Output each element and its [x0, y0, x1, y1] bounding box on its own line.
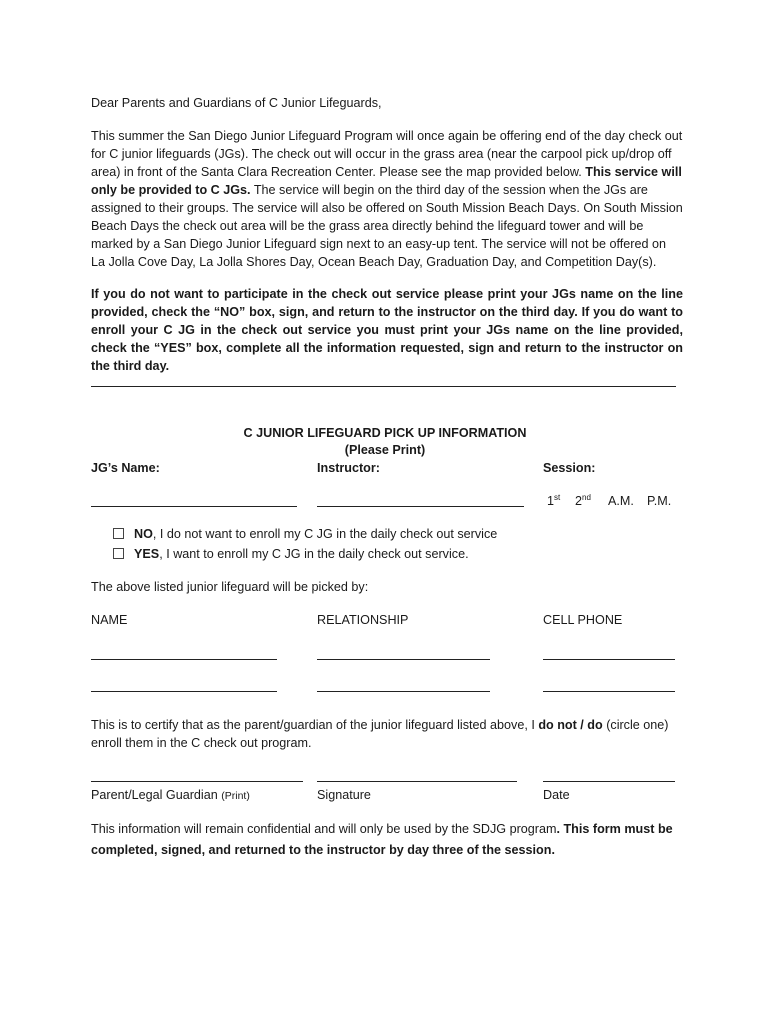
- cell-phone-column-header: CELL PHONE: [543, 613, 623, 627]
- instructor-label: Instructor:: [317, 461, 380, 475]
- jg-name-field[interactable]: [91, 506, 297, 507]
- intro-text-part1: This summer the San Diego Junior Lifeguard Program will once again be offering end of the day check out for C junior lifeguards (JGs). The check out will occur in the grass area (near the carpool pick up/drop off area) in front of the Santa Clara Recreation Center. Please see the map provided below.: [91, 129, 683, 179]
- circle-one-choice[interactable]: do not / do: [538, 718, 603, 732]
- pickup-name-field-2[interactable]: [91, 691, 277, 692]
- name-column-header: NAME: [91, 613, 128, 627]
- pickup-name-field-1[interactable]: [91, 659, 277, 660]
- instructions-paragraph: If you do not want to participate in the check out service please print your JGs name on the line provided, check the “NO” box, sign, and return to the instructor on the third day. If you do want to enroll your C JG in the check out service you must print your JGs name on the line provided, check the “YES” box, complete all the information requested, sign and return to the instructor on the third day.: [91, 287, 683, 373]
- pickup-relationship-field-2[interactable]: [317, 691, 490, 692]
- intro-text-bold: This service will only be provided to C JGs.: [91, 165, 682, 197]
- date-field[interactable]: [543, 781, 675, 782]
- signature-field[interactable]: [317, 781, 517, 782]
- session-first-option[interactable]: 1st: [547, 492, 561, 508]
- session-second-option[interactable]: 2nd: [575, 492, 591, 508]
- pickup-cell-field-2[interactable]: [543, 691, 675, 692]
- guardian-name-field[interactable]: [91, 781, 303, 782]
- session-label: Session:: [543, 461, 596, 475]
- instructor-field[interactable]: [317, 506, 524, 507]
- no-checkbox[interactable]: [113, 528, 124, 539]
- pm-option[interactable]: P.M.: [647, 494, 672, 508]
- form-title: C JUNIOR LIFEGUARD PICK UP INFORMATION: [243, 426, 527, 440]
- date-label: Date: [543, 788, 570, 802]
- jg-name-label: JG’s Name:: [91, 461, 160, 475]
- intro-text-part2: The service will begin on the third day of the session when the JGs are assigned to their groups. The service will also be offered on South Mission Beach Days. On South Mission Beach Days the check out area will be the grass area directly behind the lifeguard tower and will be marked by a San Diego Junior Lifeguard sign next to an easy-up tent. The service will not be offered on La Jolla Cove Day, La Jolla Shores Day, Ocean Beach Day, Graduation Day, and Competition Day(s).: [91, 183, 683, 269]
- form-subtitle: (Please Print): [344, 443, 426, 457]
- guardian-label: Parent/Legal Guardian (Print): [91, 788, 250, 802]
- pickup-cell-field-1[interactable]: [543, 659, 675, 660]
- yes-checkbox[interactable]: [113, 548, 124, 559]
- intro-paragraph: [91, 127, 683, 271]
- salutation: Dear Parents and Guardians of C Junior Lifeguards,: [91, 96, 382, 110]
- footer-paragraph: This information will remain confidential and will only be used by the SDJG program. This form must be completed, signed, and returned to the instructor by day three of the session.: [91, 822, 673, 857]
- signature-label: Signature: [317, 788, 371, 802]
- certify-paragraph: This is to certify that as the parent/guardian of the junior lifeguard listed above, I do not / do (circle one) enroll them in the C check out program.: [91, 718, 669, 750]
- relationship-column-header: RELATIONSHIP: [317, 613, 409, 627]
- am-option[interactable]: A.M.: [608, 494, 634, 508]
- picked-by-text: The above listed junior lifeguard will be picked by:: [91, 580, 369, 594]
- yes-option[interactable]: YES, I want to enroll my C JG in the daily check out service.: [113, 546, 469, 562]
- pickup-relationship-field-1[interactable]: [317, 659, 490, 660]
- no-option[interactable]: NO, I do not want to enroll my C JG in the daily check out service: [113, 526, 497, 542]
- jg-name-top-line[interactable]: [91, 386, 676, 387]
